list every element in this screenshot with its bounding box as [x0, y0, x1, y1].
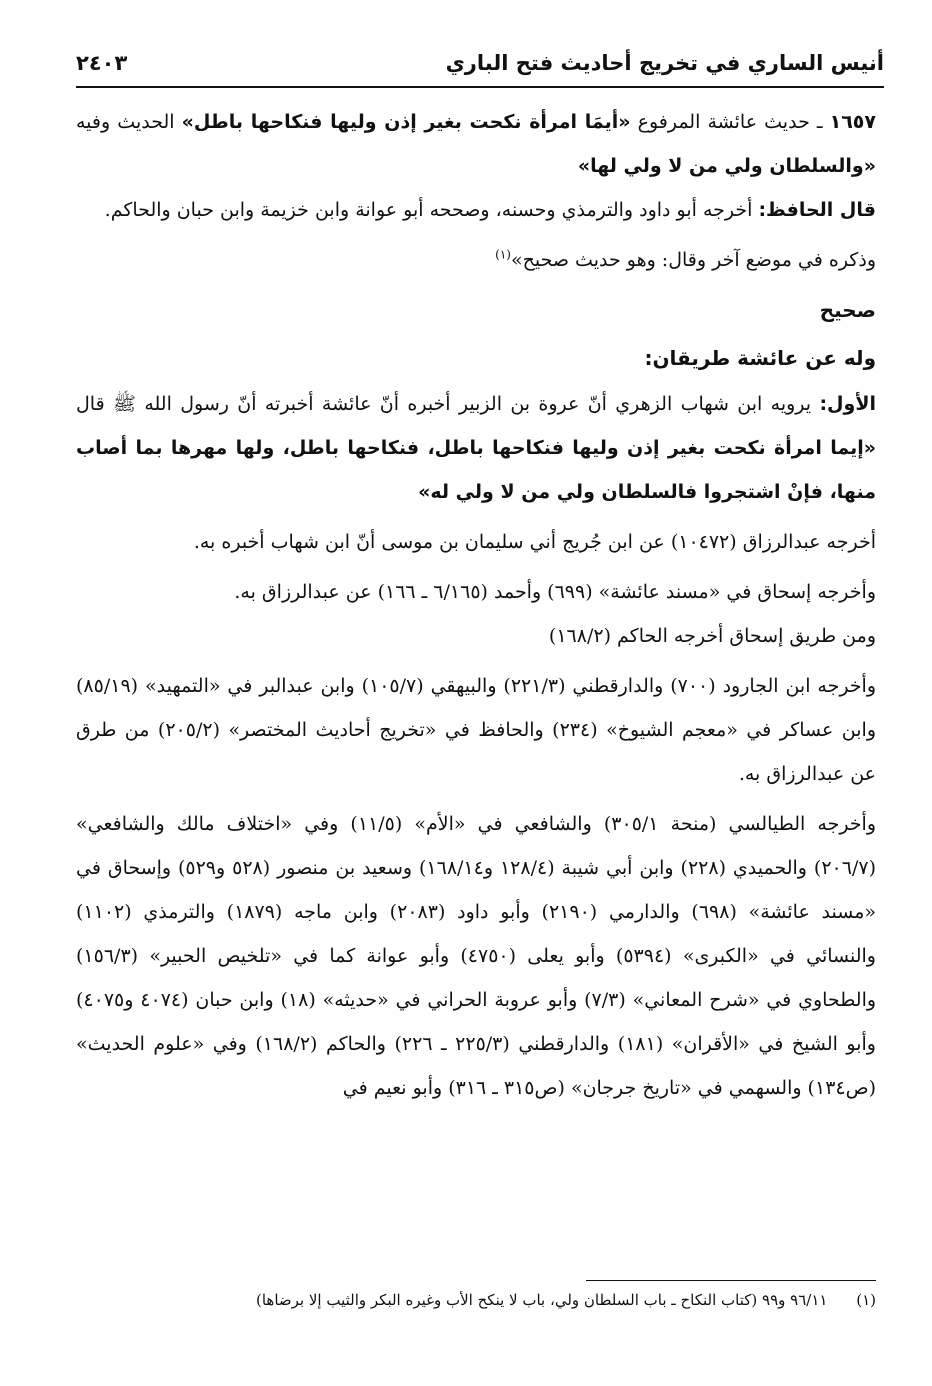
entry-number: ١٦٥٧: [829, 111, 876, 133]
hafiz-label: قال الحافظ:: [758, 199, 876, 221]
mention-line: [76, 238, 876, 282]
entry-mid: الحديث وفيه: [76, 111, 175, 133]
book-title: أنيس الساري في تخريج أحاديث فتح الباري: [445, 51, 884, 75]
takhrij-paragraph: أخرجه عبدالرزاق (١٠٤٧٢) عن ابن جُريج أني سليمان بن موسى أنّ ابن شهاب أخبره به.: [193, 531, 876, 553]
hafiz-text: أخرجه أبو داود والترمذي وحسنه، وصححه أبو عوانة وابن خزيمة وابن حبان والحاكم.: [104, 199, 753, 221]
footnote-number: (١): [856, 1291, 876, 1309]
first-path-text: يرويه ابن شهاب الزهري أنّ عروة بن الزبير أخبره أنّ عائشة أخبرته أنّ رسول الله ﷺ قال: [76, 393, 812, 415]
running-header: [76, 40, 884, 88]
footnote: [76, 1286, 876, 1314]
first-path-hadith: «إيما امرأة نكحت بغير إذن وليها فنكاحها باطل، فنكاحها باطل، ولها مهرها بما أصاب منها، فإنْ اشتجروا فالسلطان ولي من لا ولي له»: [76, 437, 876, 503]
first-path-label: الأول:: [819, 393, 877, 415]
entry-intro: ـ حديث عائشة المرفوع: [637, 111, 823, 133]
takhrij-paragraph: وأخرجه الطيالسي (منحة ٣٠٥/١) والشافعي في «الأم» (١١/٥) وفي «اختلاف مالك والشافعي» (٢٠٦/٧) والحميدي (٢٢٨) وابن أبي شيبة (١٢٨/٤ و١٦٨/١٤) وسعيد بن منصور (٥٢٨ و٥٢٩) وإسحاق في «مسند عائشة» (٦٩٨) والدارمي (٢١٩٠) وأبو داود (٢٠٨٣) وابن ماجه (١٨٧٩) والترمذي (١١٠٢) والنسائي في «الكبرى» (٥٣٩٤) وأبو يعلى (٤٧٥٠) وأبو عوانة كما في «تلخيص الحبير» (١٥٦/٣) والطحاوي في «شرح المعاني» (٧/٣) وأبو عروبة الحراني في «حديثه» (١٨) وابن حبان (٤٠٧٤ و٤٠٧٥) وأبو الشيخ في «الأقران» (١٨١) والدارقطني (٢٢٥/٣ ـ ٢٢٦) والحاكم (١٦٨/٢) وفي «علوم الحديث» (ص١٣٤) والسهمي في «تاريخ جرجان» (ص٣١٥ ـ ٣١٦) وأبو نعيم في: [76, 813, 877, 1099]
first-path: [76, 382, 876, 514]
hadith-text: «أيمَا امرأة نكحت بغير إذن وليها فنكاحها باطل»: [181, 111, 631, 133]
verdict: صحيح: [819, 298, 876, 322]
page-body: [76, 100, 876, 1116]
takhrij-paragraph: وأخرجه ابن الجارود (٧٠٠) والدارقطني (٢٢١/٣) والبيهقي (١٠٥/٧) وابن عبدالبر في «التمهيد» (٨٥/١٩) وابن عساكر في «معجم الشيوخ» (٢٣٤) والحافظ في «تخريج أحاديث المختصر» (٢٠٥/٢) من طرق عن عبدالرزاق به.: [76, 675, 876, 785]
footnote-text: ٩٦/١١ و٩٩ (كتاب النكاح ـ باب السلطان ولي، باب لا ينكح الأب وغيره البكر والثيب إلا برضاها): [256, 1291, 828, 1309]
paths-heading: وله عن عائشة طريقان:: [644, 346, 876, 370]
takhrij-paragraph: ومن طريق إسحاق أخرجه الحاكم (١٦٨/٢): [548, 625, 876, 647]
takhrij-paragraph: وأخرجه إسحاق في «مسند عائشة» (٦٩٩) وأحمد (٦/١٦٥ ـ ١٦٦) عن عبدالرزاق به.: [234, 581, 876, 603]
footnote-ref: (١): [495, 247, 511, 262]
hadith-entry: [76, 100, 876, 188]
hadith-text-2: «والسلطان ولي من لا ولي لها»: [577, 155, 876, 177]
footnote-separator: [586, 1280, 876, 1281]
page-number: ٢٤٠٣: [76, 51, 128, 75]
hafiz-statement: [76, 188, 876, 232]
mention-text: وذكره في موضع آخر وقال: وهو حديث صحيح»: [510, 249, 876, 271]
